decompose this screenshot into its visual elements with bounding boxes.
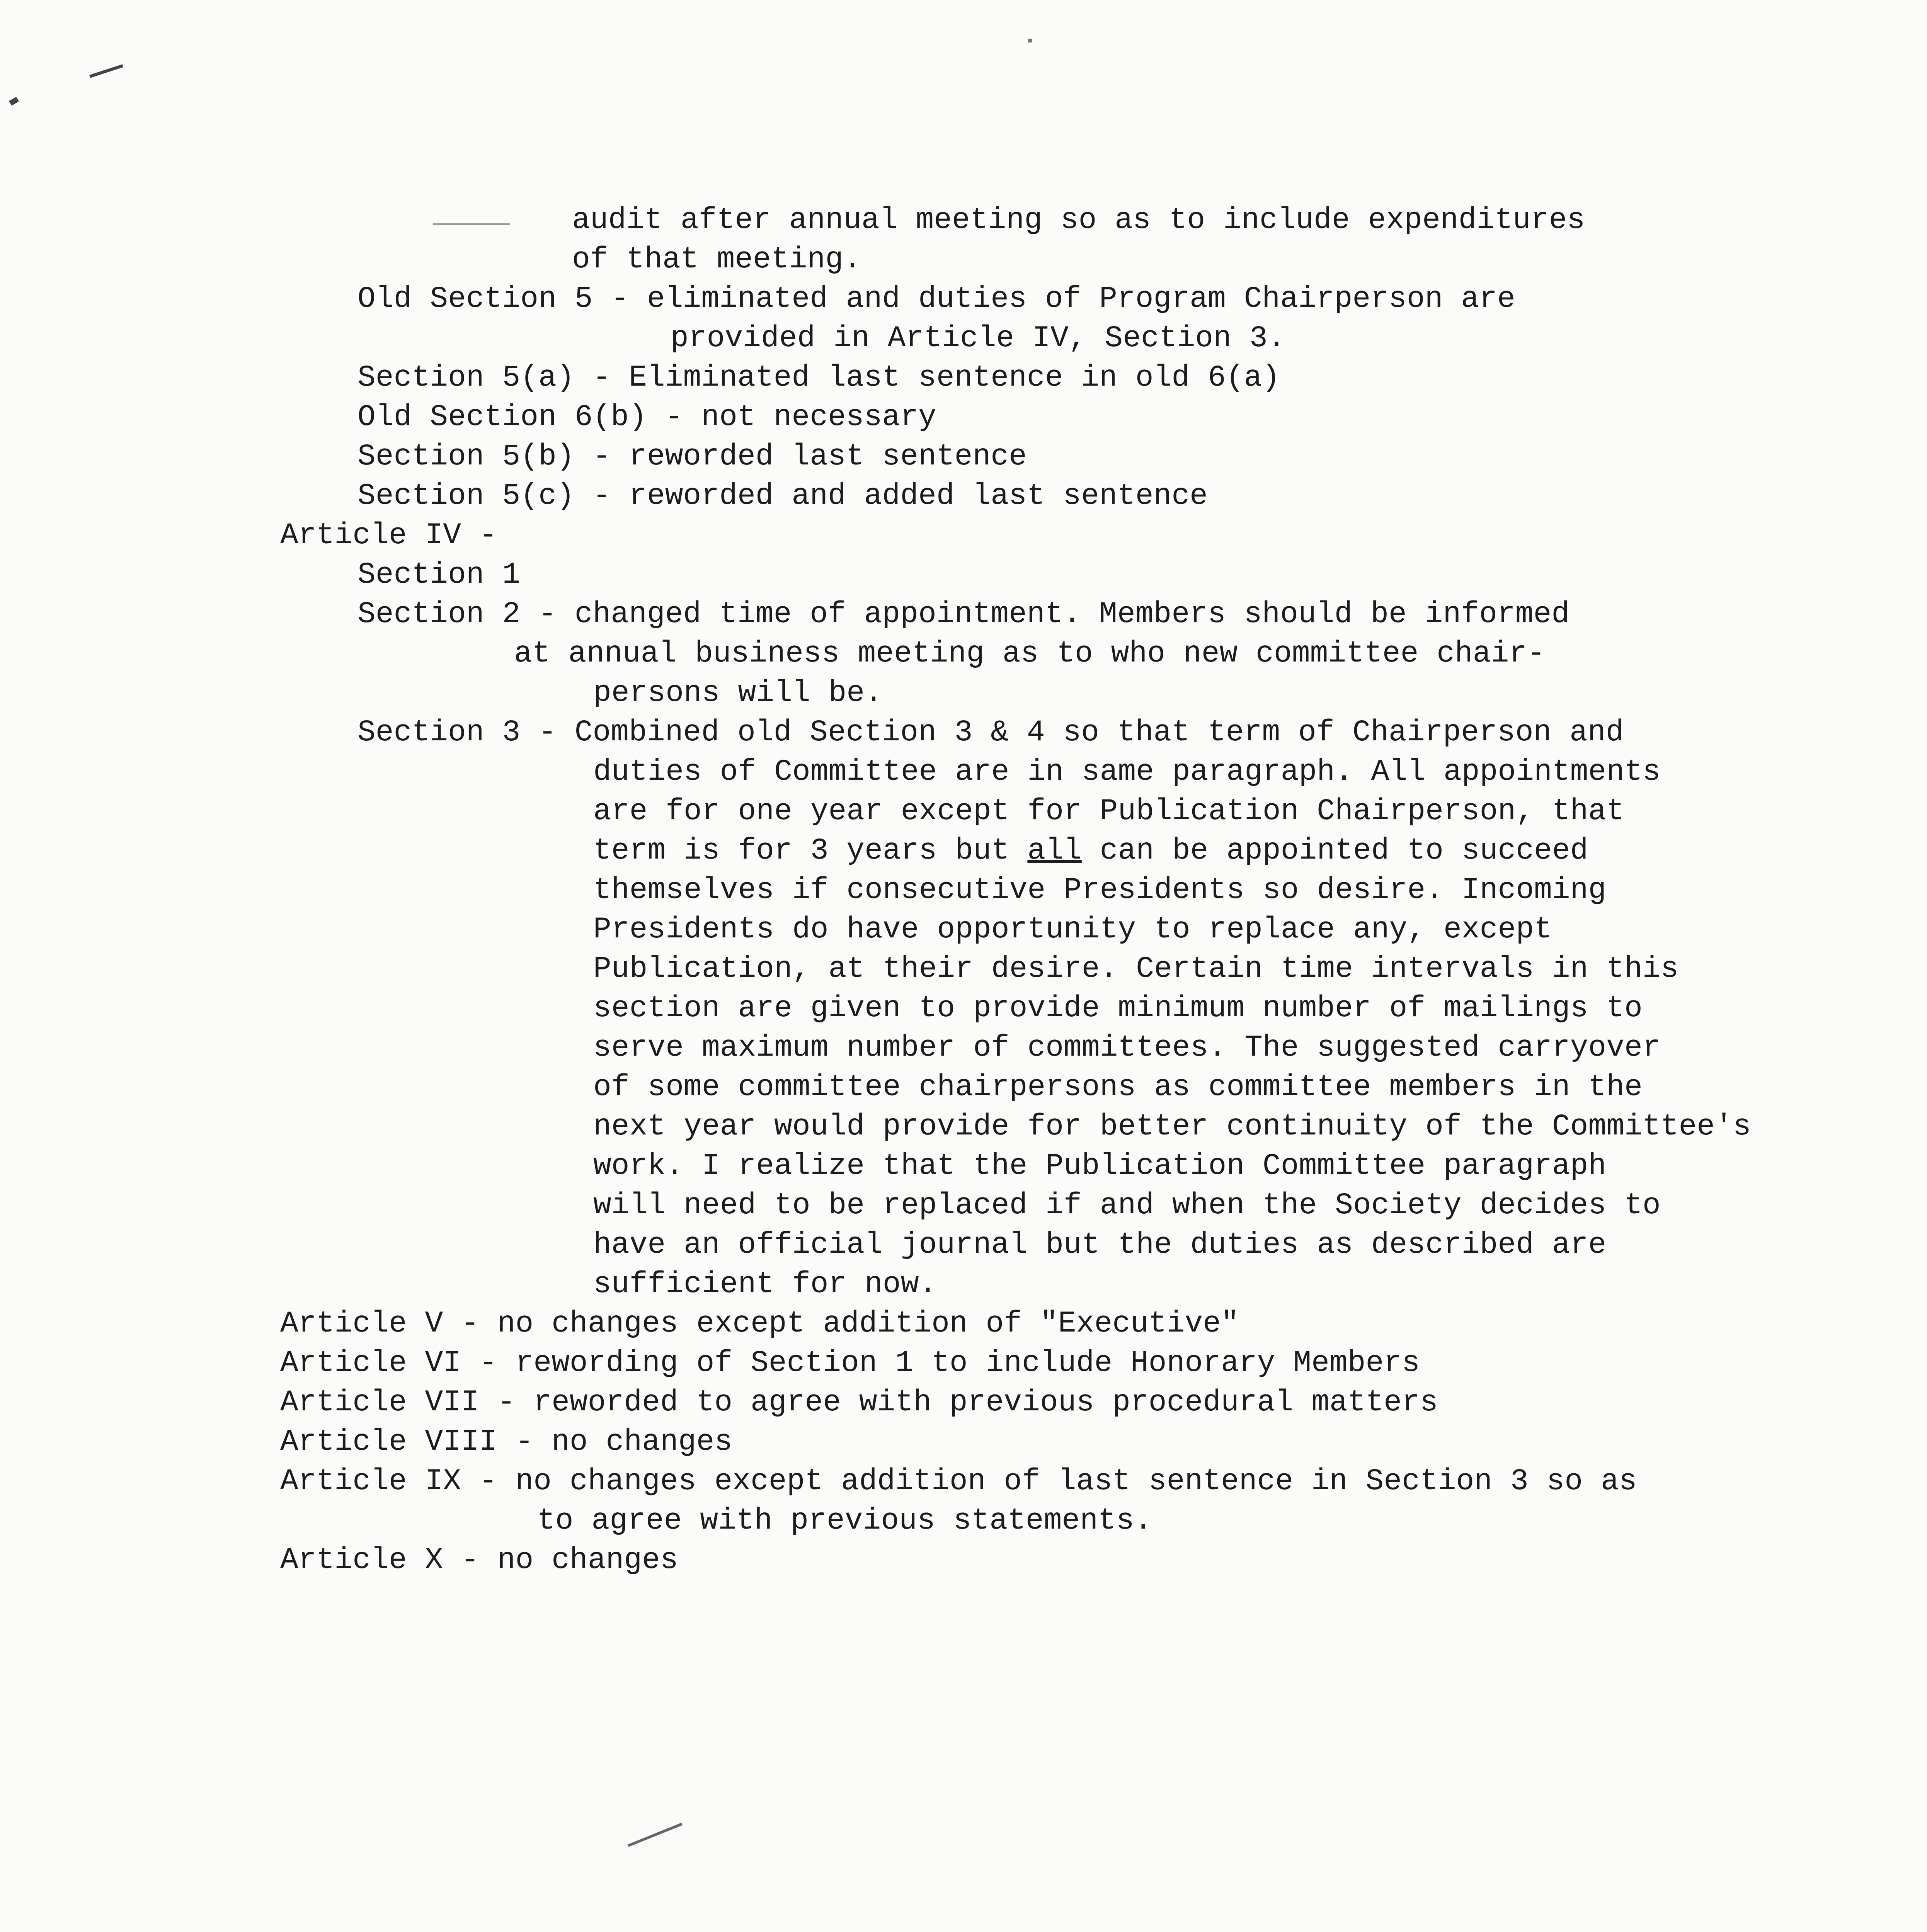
doc-line: work. I realize that the Publication Committee paragraph: [593, 1149, 1607, 1183]
doc-line: Section 2 - changed time of appointment. Members should be informed: [357, 597, 1570, 631]
doc-line: Section 1: [357, 558, 521, 592]
scan-mark: [1028, 39, 1032, 43]
doc-line: Section 3 - Combined old Section 3 & 4 so that term of Chairperson and: [357, 716, 1624, 750]
doc-line: Article VII - reworded to agree with previous procedural matters: [280, 1386, 1438, 1420]
doc-line: will need to be replaced if and when the Society decides to: [593, 1189, 1661, 1223]
doc-line: Old Section 5 - eliminated and duties of Program Chairperson are: [357, 282, 1515, 316]
scan-mark: [89, 64, 123, 78]
scan-mark: [433, 223, 510, 225]
doc-line: audit after annual meeting so as to include expenditures: [572, 203, 1585, 237]
doc-line: of some committee chairpersons as committee members in the: [593, 1070, 1643, 1104]
doc-line: Article VI - rewording of Section 1 to include Honorary Members: [280, 1346, 1420, 1380]
doc-line: Article IX - no changes except addition of last sentence in Section 3 so as: [280, 1464, 1637, 1498]
doc-line: sufficient for now.: [593, 1267, 937, 1301]
doc-line: at annual business meeting as to who new committee chair-: [514, 637, 1546, 671]
doc-line: Section 5(c) - reworded and added last sentence: [357, 479, 1208, 513]
doc-line: Publication, at their desire. Certain time intervals in this: [593, 952, 1679, 986]
doc-line: duties of Committee are in same paragraph. All appointments: [593, 755, 1661, 789]
doc-line: of that meeting.: [572, 243, 861, 277]
doc-line: Presidents do have opportunity to replace any, except: [593, 913, 1552, 947]
doc-line: Article V - no changes except addition of "Executive": [280, 1307, 1239, 1341]
doc-line: are for one year except for Publication Chairperson, that: [593, 794, 1625, 828]
scan-mark: [9, 97, 19, 105]
doc-line: Article IV -: [280, 519, 497, 553]
doc-line: next year would provide for better continuity of the Committee's: [593, 1110, 1751, 1144]
doc-line: to agree with previous statements.: [537, 1504, 1152, 1538]
doc-line: Article X - no changes: [280, 1543, 678, 1577]
doc-line-part: can be appointed to succeed: [1081, 834, 1588, 868]
doc-line: Article VIII - no changes: [280, 1425, 733, 1459]
scan-mark: [628, 1823, 683, 1847]
underlined-word: all: [1027, 834, 1082, 868]
bleed-through-texture: [1480, 348, 1494, 386]
doc-line: Section 5(a) - Eliminated last sentence in old 6(a): [357, 361, 1280, 395]
doc-line: Old Section 6(b) - not necessary: [357, 400, 936, 434]
doc-line: serve maximum number of committees. The suggested carryover: [593, 1031, 1661, 1065]
doc-line: provided in Article IV, Section 3.: [671, 321, 1286, 355]
doc-line: have an official journal but the duties as described are: [593, 1228, 1607, 1262]
doc-line: themselves if consecutive Presidents so desire. Incoming: [593, 873, 1607, 907]
doc-line: Section 5(b) - reworded last sentence: [357, 440, 1027, 474]
doc-line: persons will be.: [593, 676, 883, 710]
doc-line: section are given to provide minimum number of mailings to: [593, 992, 1643, 1026]
doc-line: [593, 832, 1588, 870]
doc-line-part: term is for 3 years but: [593, 834, 1028, 868]
